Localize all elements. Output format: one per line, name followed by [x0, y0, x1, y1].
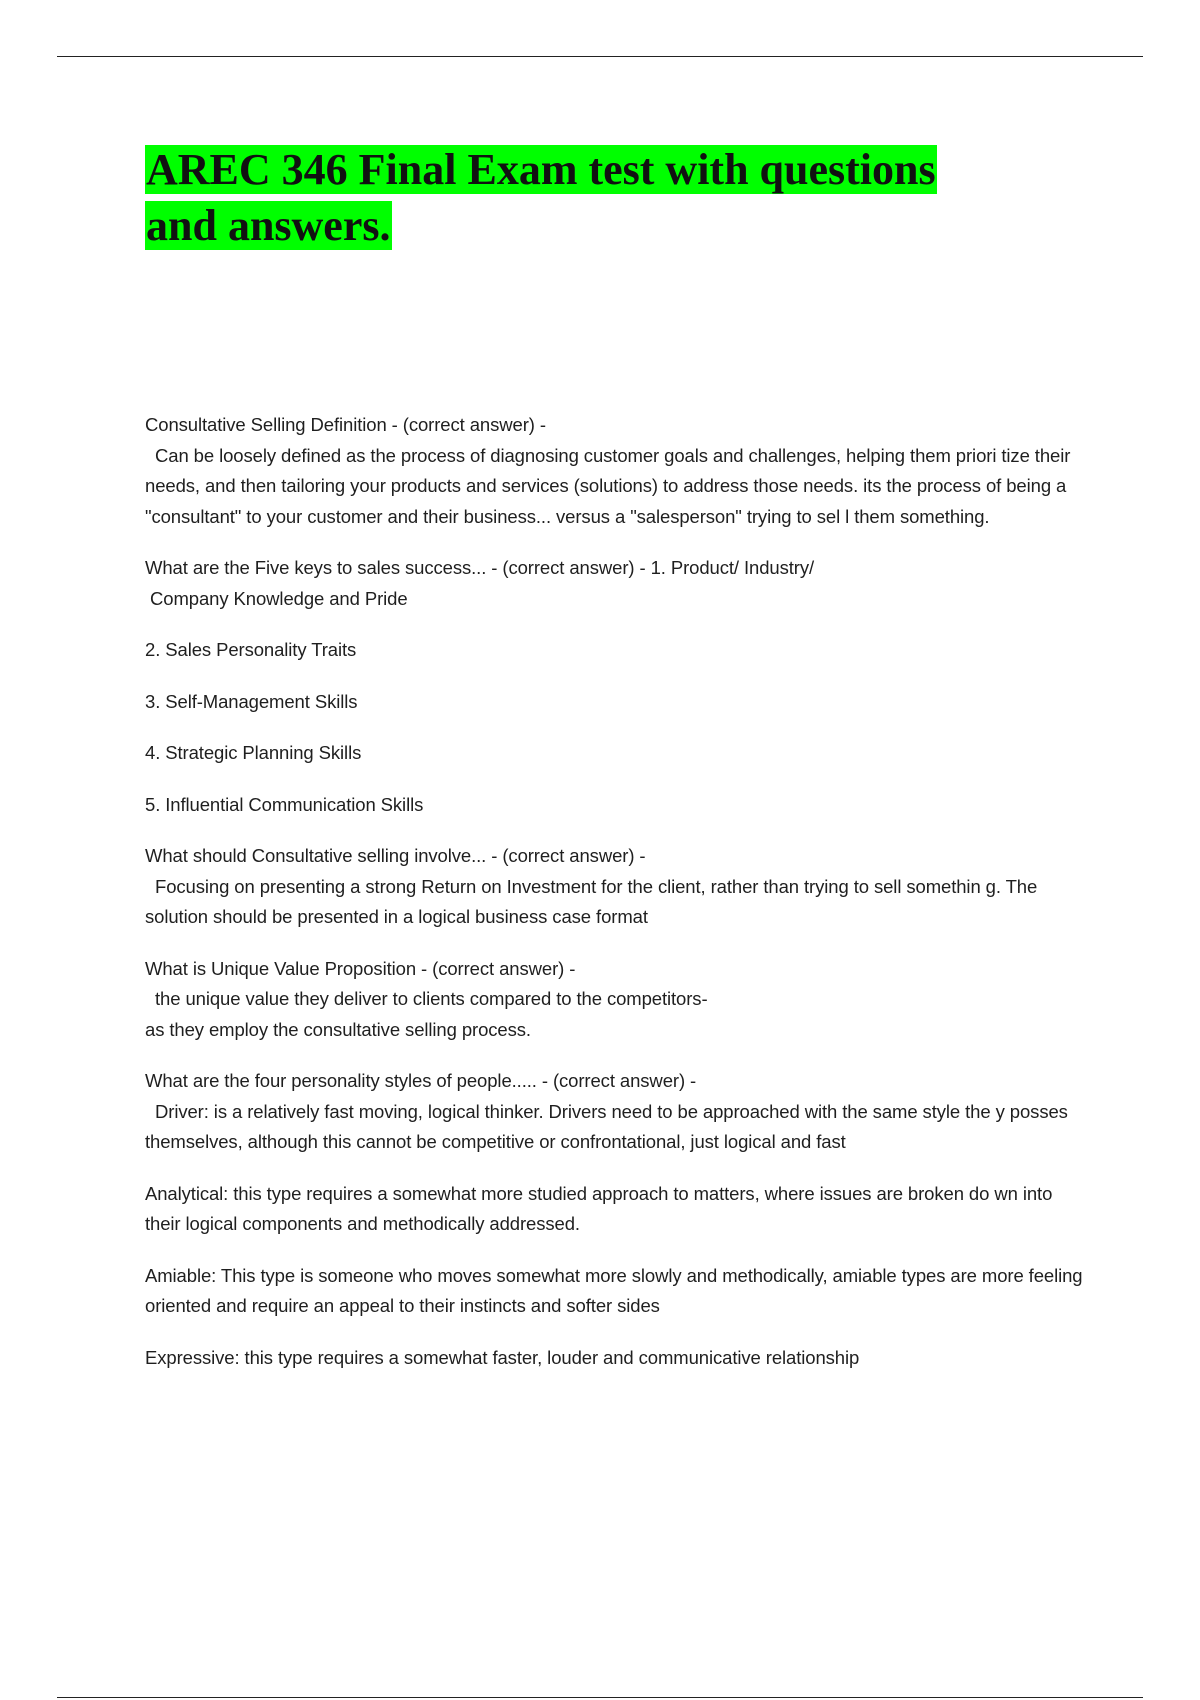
answer-text: Driver: is a relatively fast moving, logical thinker. Drivers need to be approached with the same style the y posses themselves, although this cannot be competitive or confrontational, just logical and fast: [145, 1100, 1068, 1152]
list-item: 3. Self-Management Skills: [145, 690, 358, 712]
answer-text: Focusing on presenting a strong Return on Investment for the client, rather than trying to sell somethin g. The solution should be presented in a logical business case format: [145, 875, 1038, 927]
qa-item-consultative-involve: [145, 841, 1090, 933]
document-title: [145, 142, 1065, 254]
list-item: 2. Sales Personality Traits: [145, 639, 357, 660]
qa-item-unique-value: [145, 954, 1090, 1046]
question-text: What are the four personality styles of people..... - (correct answer) -: [145, 1070, 697, 1091]
list-item: Amiable: This type is someone who moves somewhat more slowly and methodically, amiable types are more feeling oriented and require an appeal to their instincts and softer sides: [145, 1264, 1083, 1316]
top-divider: [57, 56, 1143, 57]
question-line: [145, 553, 1090, 584]
answer-text: 1. Product/ Industry/: [645, 557, 815, 578]
answer-text: Can be loosely defined as the process of diagnosing customer goals and challenges, helping them priori tize their needs, and then tailoring your products and services (solutions) to address those needs. its the process of being a "consultant" to your customer and their business... versus a "salesperson" trying to sel l them something.: [145, 444, 1071, 527]
question-text: What is Unique Value Proposition - (correct answer) -: [145, 957, 576, 979]
question-text: Consultative Selling Definition - (correct answer) -: [145, 414, 546, 435]
answer-continuation: as they employ the consultative selling process.: [145, 1018, 531, 1040]
answer-text: the unique value they deliver to clients compared to the competitors-: [155, 988, 708, 1009]
list-item: 4. Strategic Planning Skills: [145, 742, 362, 763]
question-text: What are the Five keys to sales success... - (correct answer) -: [145, 557, 646, 578]
list-item: Expressive: this type requires a somewhat faster, louder and communicative relationship: [145, 1346, 860, 1368]
qa-content: [145, 410, 1090, 1394]
qa-item-five-keys: [145, 553, 1090, 614]
qa-item-consultative-selling: [145, 410, 1090, 532]
list-item: Analytical: this type requires a somewhat more studied approach to matters, where issues are broken do wn into their logical components and methodically addressed.: [145, 1182, 1053, 1234]
question-text: What should Consultative selling involve... - (correct answer) -: [145, 845, 646, 866]
list-item: 5. Influential Communication Skills: [145, 793, 424, 815]
answer-continuation: Company Knowledge and Pride: [145, 587, 408, 609]
title-line-2: and answers.: [146, 201, 391, 250]
qa-item-personality-styles: [145, 1066, 1090, 1158]
title-line-1: AREC 346 Final Exam test with questions: [146, 145, 936, 194]
bottom-divider: [57, 1697, 1143, 1698]
